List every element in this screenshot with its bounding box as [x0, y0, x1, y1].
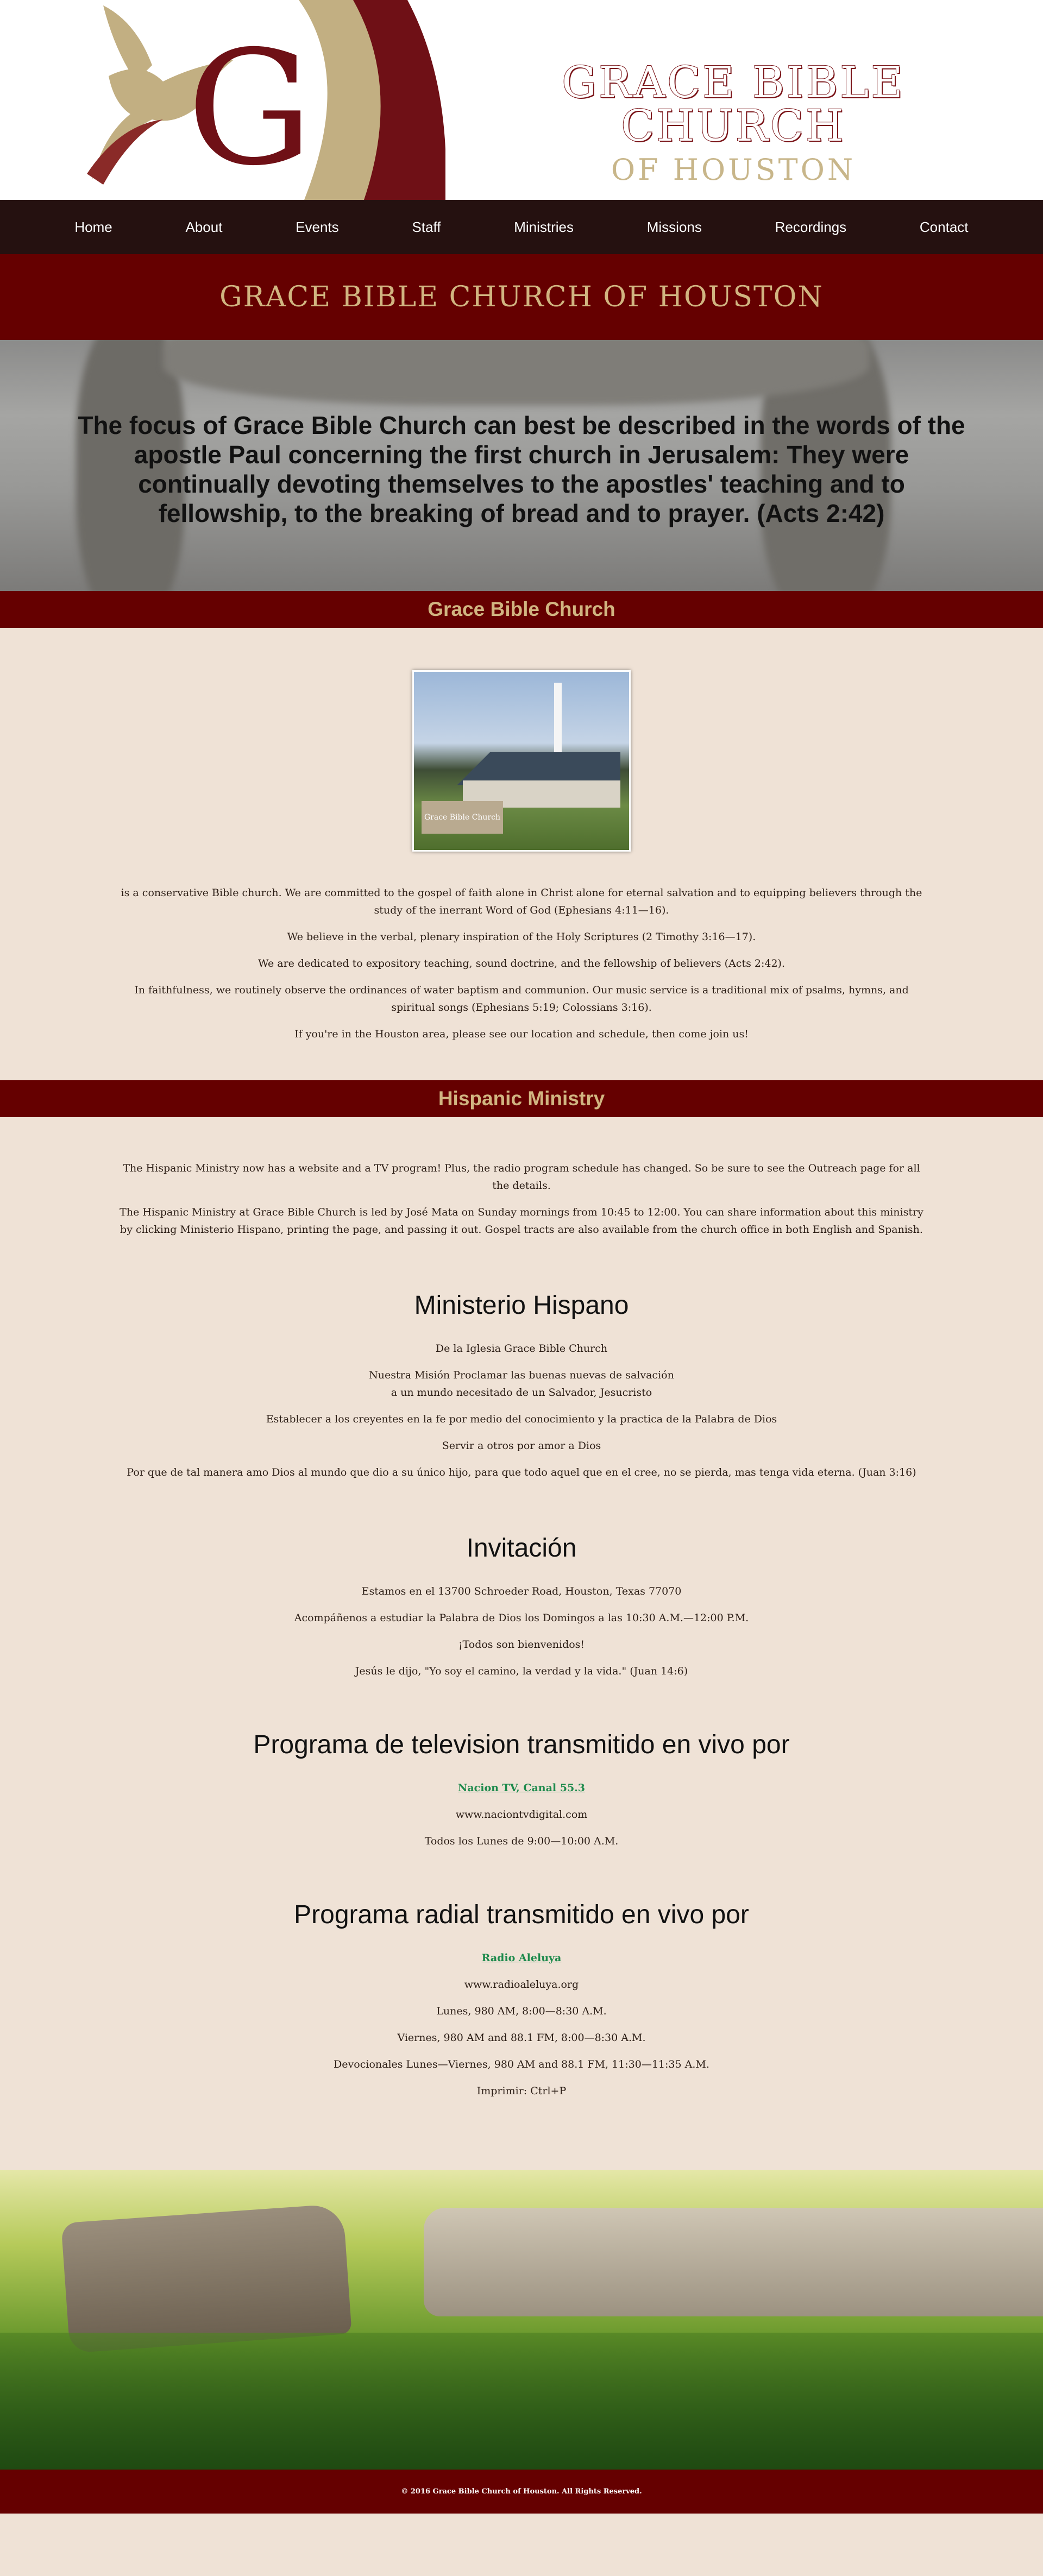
ministerio-line: a un mundo necesitado de un Salvador, Jesucristo: [391, 1387, 652, 1399]
grass-foreground: [0, 2333, 1043, 2470]
church-sign: Grace Bible Church: [422, 801, 503, 834]
nav-item-about[interactable]: About: [185, 218, 223, 235]
copyright-text: © 2016 Grace Bible Church of Houston. All Rights Reserved.: [401, 2487, 642, 2496]
about-heading: Grace Bible Church: [428, 598, 615, 620]
about-paragraph: is a conservative Bible church. We are committed to the gospel of faith alone in Christ alone for eternal salvation and to equipping believers through the study of the inerrant Word of God (Ephesians 4:11—16).: [121, 887, 922, 916]
site-title-line1: GRACE BIBLE CHURCH: [562, 57, 905, 151]
ministerio-line: Por que de tal manera amo Dios al mundo que dio a su único hijo, para que todo aquel que en el cree, no se pierda, mas tenga vida eterna. (Juan 3:16): [127, 1466, 916, 1478]
site-title[interactable]: [489, 57, 978, 187]
church-photo: [412, 670, 631, 852]
hispanic-intro: The Hispanic Ministry now has a website and a TV program! Plus, the radio program schedule has changed. So be sure to see the Outreach page for all the details.: [123, 1162, 920, 1192]
site-title-line2: OF HOUSTON: [611, 153, 856, 187]
church-roof: [457, 752, 620, 785]
footer-nature-photo: [0, 2170, 1043, 2470]
about-paragraph: In faithfulness, we routinely observe the ordinances of water baptism and communion. Our music service is a traditional mix of psalms, hymns, and spiritual songs (Ephesians 5:19; Colossians 3:16).: [134, 984, 909, 1013]
tv-link-line: [120, 1779, 923, 1797]
tv-heading: Programa de television transmitido en vivo por: [253, 1730, 790, 1759]
radio-line: Imprimir: Ctrl+P: [476, 2085, 567, 2097]
nav-item-recordings[interactable]: Recordings: [775, 218, 847, 235]
dove-logo-icon[interactable]: [71, 0, 445, 200]
invitacion-line: ¡Todos son bienvenidos!: [458, 1639, 585, 1651]
hispanic-section-header: [0, 1080, 1043, 1117]
nav-item-staff[interactable]: Staff: [412, 218, 441, 235]
ministerio-line: Nuestra Misión Proclamar las buenas nuevas de salvación: [369, 1369, 674, 1381]
radio-line: Viernes, 980 AM and 88.1 FM, 8:00—8:30 A.M.: [397, 2032, 646, 2044]
tv-line: Todos los Lunes de 9:00—10:00 A.M.: [424, 1835, 619, 1847]
radio-line: Lunes, 980 AM, 8:00—8:30 A.M.: [436, 2005, 607, 2017]
about-paragraph: We believe in the verbal, plenary inspiration of the Holy Scriptures (2 Timothy 3:16—17).: [287, 931, 756, 943]
invitacion-line: Estamos en el 13700 Schroeder Road, Houston, Texas 77070: [361, 1585, 682, 1597]
main-nav: [0, 200, 1043, 254]
hispanic-section: [0, 1117, 1043, 2170]
hero-quote-section: [0, 340, 1043, 591]
page-title: GRACE BIBLE CHURCH OF HOUSTON: [219, 281, 824, 313]
ministerio-line: De la Iglesia Grace Bible Church: [435, 1343, 608, 1355]
site-footer: [0, 2470, 1043, 2514]
tv-channel-link[interactable]: Nacion TV, Canal 55.3: [457, 1782, 586, 1794]
nav-item-events[interactable]: Events: [296, 218, 339, 235]
invitacion-line: Acompáñenos a estudiar la Palabra de Dios los Domingos a las 10:30 A.M.—12:00 P.M.: [294, 1612, 749, 1624]
tv-line: www.naciontvdigital.com: [455, 1809, 588, 1821]
ministerio-line: Servir a otros por amor a Dios: [442, 1440, 601, 1452]
church-steeple: [554, 683, 562, 764]
logo-letter: G: [187, 17, 313, 200]
about-section: [0, 670, 1043, 1080]
radio-heading: Programa radial transmitido en vivo por: [294, 1900, 749, 1929]
nav-item-missions[interactable]: Missions: [646, 218, 702, 235]
log-left: [61, 2203, 351, 2353]
invitacion-line: Jesús le dijo, "Yo soy el camino, la verdad y la vida." (Juan 14:6): [355, 1665, 688, 1677]
radio-station-link[interactable]: Radio Aleluya: [481, 1952, 562, 1964]
radio-link-line: [120, 1949, 923, 1967]
radio-line: www.radioaleluya.org: [464, 1979, 579, 1991]
hispanic-heading: Hispanic Ministry: [438, 1087, 605, 1110]
radio-line: Devocionales Lunes—Viernes, 980 AM and 88.1 FM, 11:30—11:35 A.M.: [334, 2058, 709, 2070]
ministerio-line: Establecer a los creyentes en la fe por medio del conocimiento y la practica de la Palabra de Dios: [266, 1413, 777, 1425]
ministerio-mission: [120, 1366, 923, 1401]
invitacion-heading: Invitación: [466, 1534, 577, 1563]
hero-quote: The focus of Grace Bible Church can best be described in the words of the apostle Paul concerning the first church in Jerusalem: They were continually devoting themselves to the apostles' teaching and to fellowship, to the breaking of bread and to prayer. (Acts 2:42): [78, 411, 965, 527]
ministerio-heading: Ministerio Hispano: [414, 1291, 629, 1320]
nav-item-ministries[interactable]: Ministries: [514, 218, 574, 235]
nav-item-home[interactable]: Home: [74, 218, 112, 235]
about-section-header: [0, 591, 1043, 628]
nav-item-contact[interactable]: Contact: [919, 218, 969, 235]
page-banner: [0, 254, 1043, 340]
about-paragraph: If you're in the Houston area, please see our location and schedule, then come join us!: [294, 1028, 749, 1040]
log-right: [424, 2208, 1043, 2316]
hispanic-intro: The Hispanic Ministry at Grace Bible Church is led by José Mata on Sunday mornings from 10:45 to 12:00. You can share information about this ministry by clicking Ministerio Hispano, printing the page, and passing it out. Gospel tracts are also available from the church office in both English and Spanish.: [120, 1206, 923, 1236]
site-header: [0, 0, 1043, 200]
about-paragraph: We are dedicated to expository teaching, sound doctrine, and the fellowship of believers (Acts 2:42).: [258, 958, 785, 969]
